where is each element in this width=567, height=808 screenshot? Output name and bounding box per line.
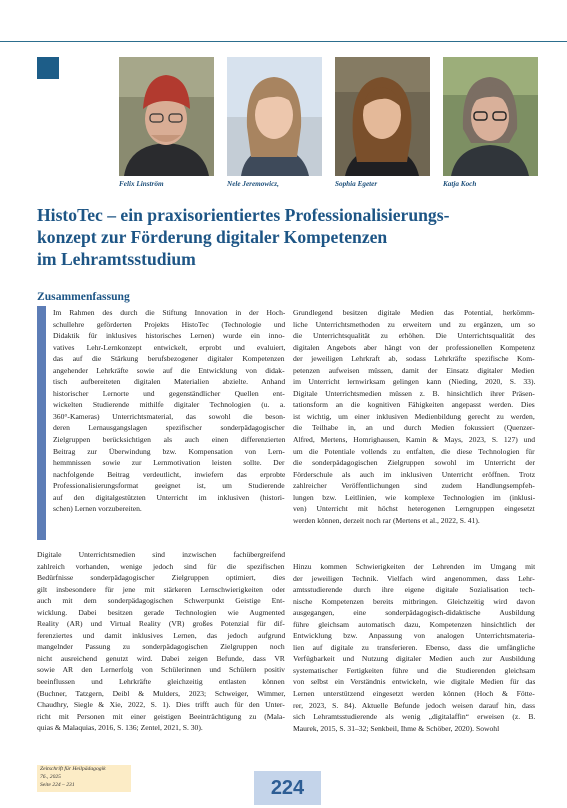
text-line: im Unterricht lernwirksam gelingen kann (Nieding, 2020, S. 33). — [293, 377, 535, 387]
text-line: petenzen aufweisen müssen, damit der Einsatz digitaler Medien — [293, 365, 535, 375]
text-line: systematischer Fertigkeiten führe und die Studierenden gleichsam — [293, 665, 535, 675]
text-line: die Unterrichtsqualität zu erhöhen. Die Unterrichtsqualität des — [293, 331, 535, 341]
text-line: sich Lehramtsstudierende als wenig „digitalaffin“ erweisen (z. B. — [293, 712, 535, 722]
text-line: Beitrag zur Überwindung bzw. Kompensation von Lern- — [53, 446, 285, 456]
text-line: Alfred, Mertens, Homrighausen, Kamin & Mays, 2023, S. 127) und — [293, 435, 535, 445]
text-line: tationsform an die kognitiven Fähigkeiten angepasst werden. Dies — [293, 400, 535, 410]
text-line: Grundlegend besitzen digitale Medien das Potential, herkömm- — [293, 308, 535, 317]
intro-paragraph — [37, 549, 285, 734]
text-line: Digitale Unterrichtsmedien müssen z. B. hinsichtlich ihrer Präsen- — [293, 388, 535, 398]
text-line: lien auf digitale zu transferieren. Ebenso, dass die umfängliche — [293, 642, 535, 652]
text-line: vatives Lehr-Lernkonzept entwickelt, erprobt und evaluiert, — [53, 342, 285, 352]
text-line: lungen bzw. Leitlinien, wie komplexe Technologien im (inklusi- — [293, 492, 535, 502]
text-line: Didaktik für inklusives historisches Lernen) wurde ein inno- — [53, 331, 285, 341]
text-line: tisch aufbereiteten digitalen Materialien abzielte. Anhand — [53, 377, 285, 387]
journal-volume: 76., 2025 — [40, 774, 61, 780]
text-line: Bedürfnisse sonderpädagogischer Zielgruppen optimiert, dies — [37, 573, 285, 583]
text-line: historischer Lernorte und gegenständlicher Quellen ent- — [53, 388, 285, 398]
journal-name: Zeitschrift für Heilpädagogik — [40, 766, 106, 772]
text-line: zahlreich vorhanden, wenige jedoch sind für die spezifischen — [37, 561, 285, 571]
text-line: ferenziertes und damit inklusives Lernen, das jedoch aufgrund — [37, 630, 285, 640]
text-line: hemmnissen sowie zur Lernmotivation leisten sollte. Der — [53, 458, 285, 468]
text-line: Reality (AR) und Virtual Reality (VR) großes Potenzial für dif- — [37, 619, 285, 629]
title-line: HistoTec – ein praxisorientiertes Professionalisierungs- — [37, 205, 450, 225]
text-line: digitalen Angebots aber hängt von der professionellen Kompetenz — [293, 342, 535, 352]
text-line: Entwicklung bzw. Anpassung von analogen Unterrichtsmateria- — [293, 631, 535, 641]
author-photo-1 — [119, 57, 214, 176]
text-line: auf den digitalgestützten Unterricht im inklusiven (histori- — [53, 492, 285, 502]
text-line: Im Rahmen des durch die Stiftung Innovation in der Hoch- — [53, 308, 285, 317]
text-line: Zielgruppen berücksichtigen als auch einen differenzierten — [53, 435, 285, 445]
author-caption-2: Nele Jeremowicz, — [227, 180, 279, 188]
text-line: 360°-Kameras) Unterrichtsmaterial, das sowohl die beson- — [53, 411, 285, 421]
right-column-paragraph-1 — [293, 307, 535, 526]
journal-citation-box — [37, 765, 131, 792]
text-line: werden können, derzeit noch rar (Mertens et al., 2022, S. 41). — [293, 515, 480, 525]
text-line: liche Unterrichtsmethoden zu erweitern und zu ergänzen, um so — [293, 319, 535, 329]
text-line: sowie AR den Lernerfolg von Schülerinnen und Schülern positiv — [37, 665, 285, 675]
text-line: Hinzu kommen Schwierigkeiten der Lehrenden im Umgang mit — [293, 562, 535, 571]
author-photo-2 — [227, 57, 322, 176]
text-line: quias & Malaquias, 2016, S. 136; Zentel, 2021, S. 30). — [37, 723, 203, 733]
text-line: auch mit dem sonderpädagogischen Schwerpunkt Geistige Ent- — [37, 596, 285, 606]
author-photo-4 — [443, 57, 538, 176]
title-line: konzept zur Förderung digitaler Kompetenzen — [37, 227, 388, 247]
text-line: zahlreicher Veröffentlichungen sind zudem Handlungsempfeh- — [293, 481, 535, 491]
text-line: von selbst ein Verständnis entwickeln, wie digitale Medien für das — [293, 677, 535, 687]
text-line: um die Potentiale vollends zu entfalten, die diese Technologien für — [293, 446, 535, 456]
text-line: ven) Unterricht mit höchst heterogenen Lerngruppen eingesetzt — [293, 504, 535, 514]
page-number: 224 — [270, 777, 305, 799]
text-line: Professionalisierungsformat geeignet ist, um Studierende — [53, 481, 285, 491]
author-caption-3: Sophia Egeter — [335, 180, 378, 188]
top-rule — [0, 41, 567, 42]
text-line: beeinflussen und Lehrkräfte gleichzeitig entlasten können — [37, 677, 285, 687]
text-line: die sonderpädagogischen Zielgruppen sowohl im Unterricht der — [293, 458, 535, 468]
right-column-paragraph-2 — [293, 561, 535, 734]
text-line: deren Lernausgangslagen spezifischer sonderpädagogischer — [53, 423, 285, 433]
text-line: die Teilhabe in, an und durch Medien fokussiert (Quenzer- — [293, 423, 535, 433]
text-line: der jeweiligen Lehrkraft ab, sodass Lehrkräfte spezifische Kom- — [293, 354, 535, 364]
text-line: das auf die Stärkung berufsbezogener digitaler Kompetenzen — [53, 354, 285, 364]
text-line: nicht ausreichend genutzt wird. Dabei zeigen Befunde, dass VR — [37, 653, 285, 663]
text-line: (Buchner, Tatzgern, Deibl & Mulders, 2023; Schweiger, Wimmer, — [37, 688, 285, 698]
text-line: Verfügbarkeit und Nutzung digitaler Medien auch zur Ausbildung — [293, 654, 535, 664]
text-line: Förderschule als auch im inklusiven Unterricht eröffnen. Trotz — [293, 469, 535, 479]
journal-pages: Seite 224 – 231 — [40, 782, 75, 788]
abstract-accent-bar — [37, 306, 46, 540]
text-line: der jeweiligen Technik. Vielfach wird angenommen, dass Lehr- — [293, 573, 535, 583]
text-line: schullehre geförderten Projekts HistoTec (Technologie und — [53, 319, 285, 329]
text-line: wicklung. Dabei besitzen gerade Technologien wie Augmented — [37, 607, 285, 617]
abstract-text — [53, 307, 285, 515]
text-line: richt mit Personen mit einer geistigen Beeinträchtigung zu (Mala- — [37, 711, 285, 721]
article-title — [37, 204, 537, 270]
section-heading-abstract: Zusammenfassung — [37, 290, 130, 303]
text-line: ausgegangen, eine sonderpädagogisch-didaktische Ausbildung — [293, 608, 535, 618]
text-line: nische Kompetenzen bereits mitbringen. Gleichzeitig wird davon — [293, 596, 535, 606]
page-number-box — [254, 771, 321, 805]
text-line: Digitale Unterrichtsmedien sind inzwischen fachübergreifend — [37, 550, 285, 559]
text-line: ist wichtig, um einer inklusiven Medienbildung gerecht zu werden, — [293, 411, 535, 421]
text-line: führe gleichsam automatisch dazu, Kompetenzen hinsichtlich der — [293, 619, 535, 629]
text-line: schen) Lernen vorzubereiten. — [53, 504, 142, 514]
text-line: gilt insbesondere für jene mit stärkeren Lernschwierigkeiten oder — [37, 584, 285, 594]
text-line: Chaudhry, Siegle & Xie, 2022, S. 1). Dies trifft auch für den Unter- — [37, 700, 285, 710]
title-line: im Lehramtsstudium — [37, 249, 196, 269]
section-marker — [37, 57, 59, 79]
text-line: angehender Lehrkräfte sowie auf die Entwicklung von didak- — [53, 365, 285, 375]
text-line: rer, 2023, S. 84). Aktuelle Befunde jedoch weisen darauf hin, dass — [293, 700, 535, 710]
author-photo-3 — [335, 57, 430, 176]
author-caption-1: Felix Linström — [119, 180, 164, 188]
author-caption-4: Katja Koch — [443, 180, 477, 188]
text-line: wickelten Studierende mithilfe digitaler Technologien (u. a. — [53, 400, 285, 410]
text-line: Maurek, 2015, S. 31–32; Senkbeil, Ihme & Schöber, 2020). Sowohl — [293, 723, 500, 733]
text-line: Lernen unterstützend eingesetzt werden können (Hoch & Fötte- — [293, 689, 535, 699]
text-line: amtsstudierende durch ihre eigene digitale Sozialisation tech- — [293, 585, 535, 595]
text-line: nachfolgende Beitrag verdeutlicht, inwiefern das erprobte — [53, 469, 285, 479]
text-line: mangelnder Passung zu sonderpädagogischen Zielgruppen noch — [37, 642, 285, 652]
